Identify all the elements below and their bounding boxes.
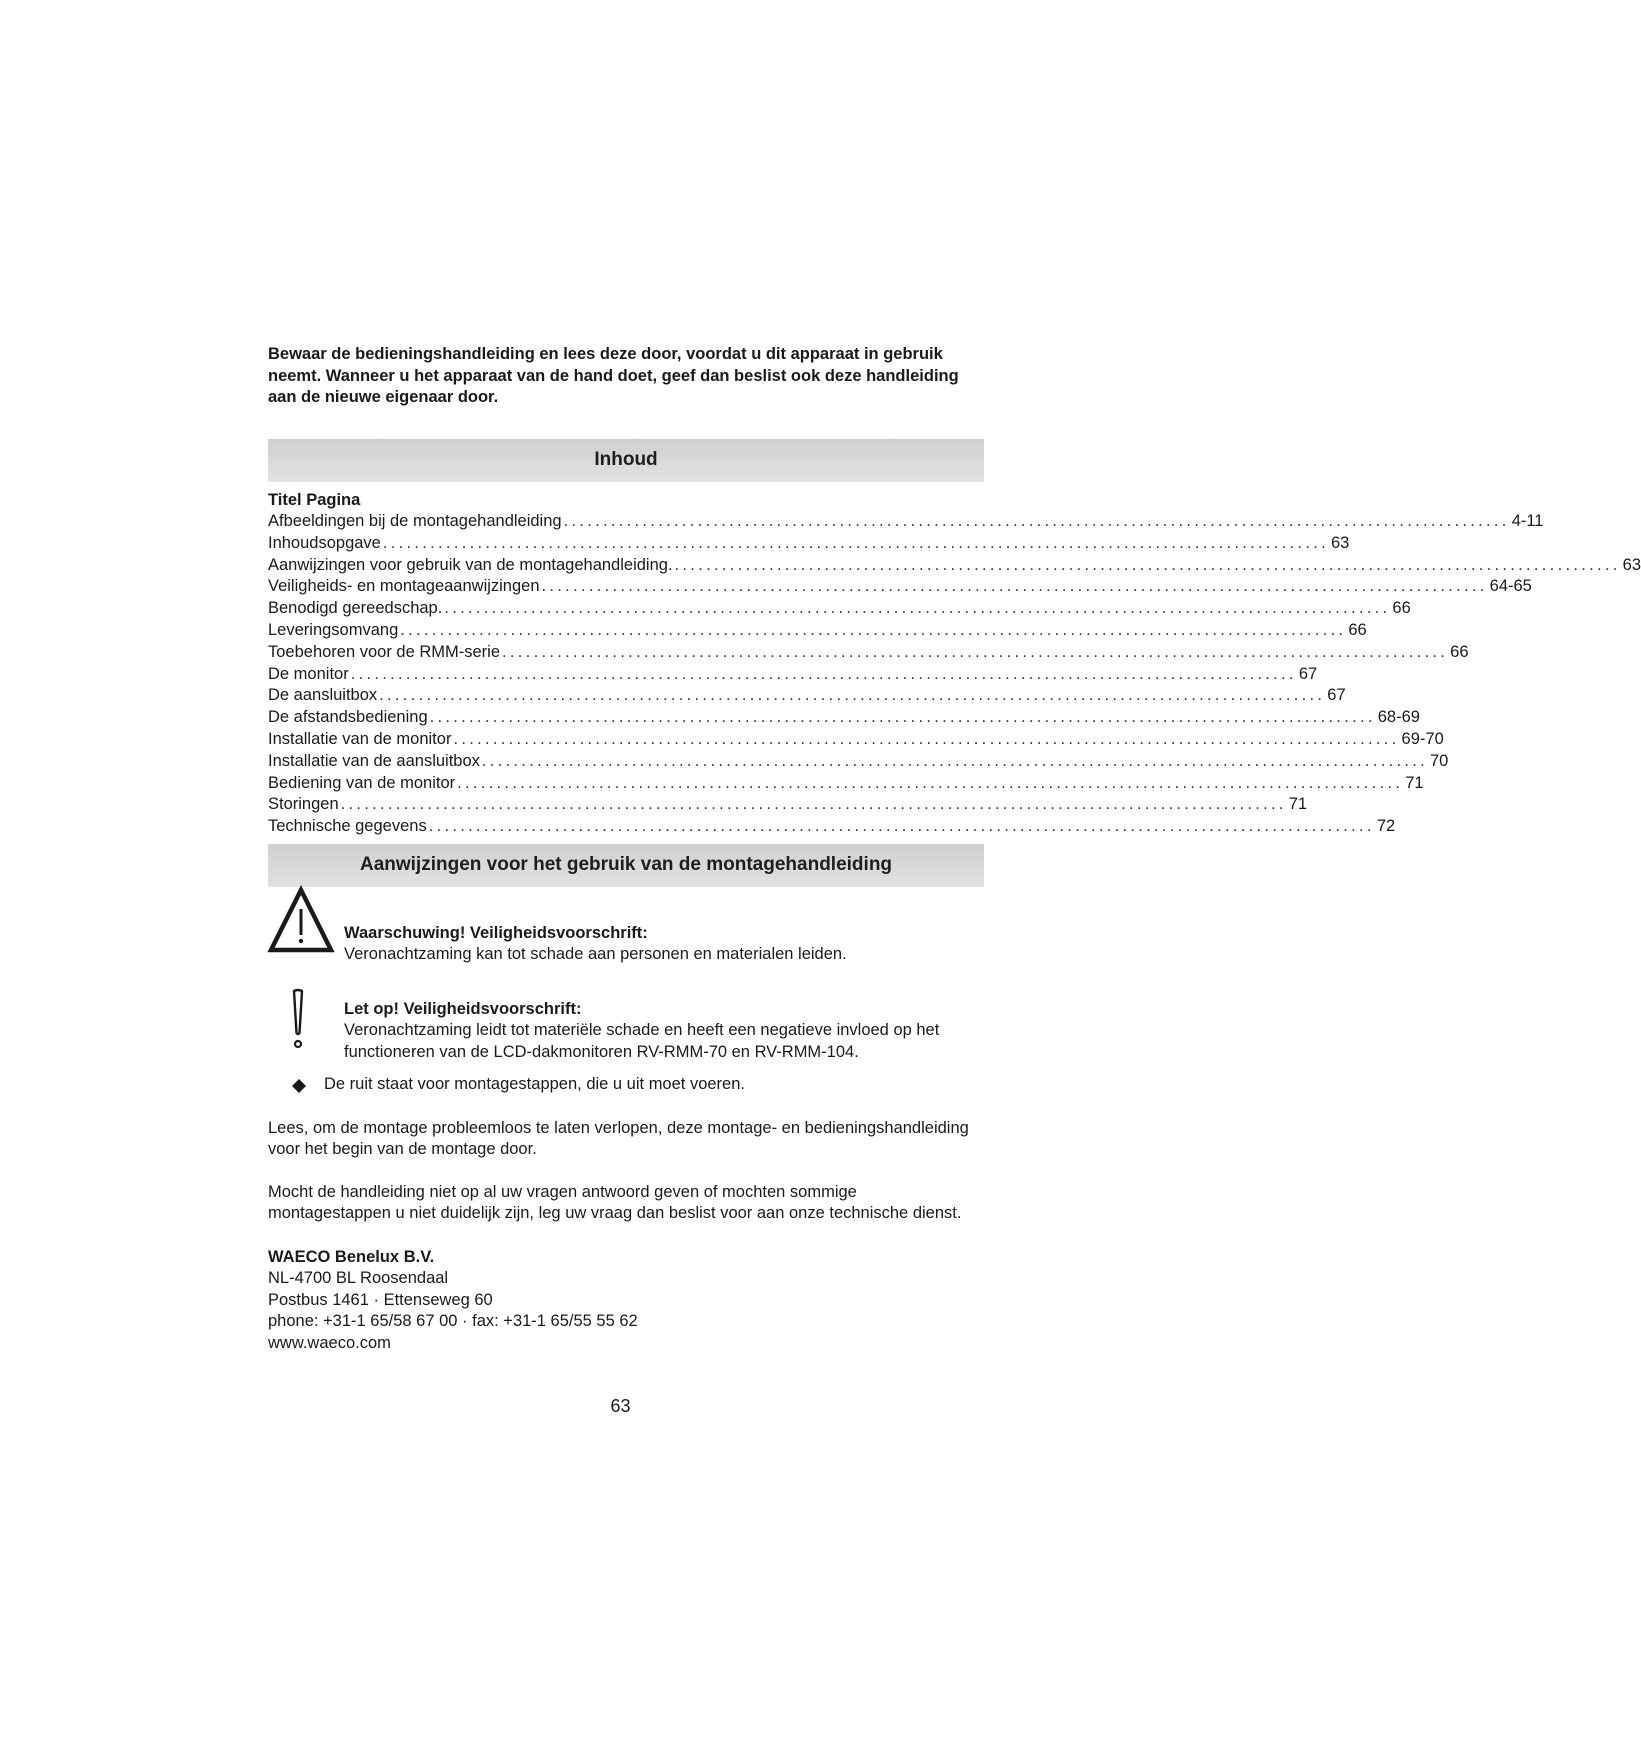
page-number: 63: [610, 1396, 631, 1416]
toc-entry: [268, 816, 1396, 838]
intro-notice: Bewaar de bedieningshandleiding en lees deze door, voordat u dit apparaat in gebruik neemt. Wanneer u het apparaat van de hand doet, geef dan beslist ook deze handleiding aan de nieuwe eigenaar door.: [268, 345, 959, 406]
toc-entry: [268, 620, 1367, 642]
toc-entry: [268, 642, 1469, 664]
toc-entry: [268, 555, 1641, 577]
address-line-postbus: Postbus 1461 · Ettenseweg 60: [268, 1290, 493, 1309]
contact-address: [268, 1247, 984, 1355]
toc-entry-page: 71: [1405, 773, 1424, 792]
toc-entry-title: Afbeeldingen bij de montagehandleiding: [268, 512, 562, 530]
toc-leader-dots: ........................................................................................................................: [502, 642, 1449, 661]
toc-entry-title: Installatie van de aansluitbox: [268, 751, 480, 770]
warning-triangle-icon: [268, 887, 334, 960]
warning-title: Waarschuwing! Veiligheidsvoorschrift:: [344, 923, 648, 942]
toc-entry-page: 67: [1298, 664, 1318, 683]
toc-entry-page: 66: [1450, 642, 1469, 661]
warning-notice: [268, 923, 984, 966]
company-name: WAECO Benelux B.V.: [268, 1247, 435, 1266]
toc-entry-title: Bediening van de monitor: [268, 773, 456, 792]
warning-text: Veronachtzaming kan tot schade aan personen en materialen leiden.: [344, 945, 847, 964]
instructions-heading-bar: [268, 844, 984, 887]
toc-leader-dots: ........................................................................................................................: [444, 599, 1391, 618]
step-marker-note: [268, 1074, 984, 1096]
exclamation-icon: [290, 988, 306, 1059]
toc-entry-page: 67: [1327, 686, 1346, 705]
toc-entry-title: Leveringsomvang: [268, 620, 399, 639]
toc-entry-page: 64-65: [1489, 577, 1532, 596]
toc-leader-dots: ........................................................................................................................: [541, 577, 1488, 596]
toc-entry-title: Technische gegevens: [268, 817, 427, 836]
toc-entry: [268, 794, 1308, 816]
toc-entry: [268, 511, 1544, 533]
caution-title: Let op! Veiligheidsvoorschrift:: [344, 999, 582, 1018]
toc-entry-title: Veiligheids- en montageaanwijzingen: [268, 577, 540, 596]
document-page: [268, 344, 1641, 1354]
toc-entry-title: Toebehoren voor de RMM-serie: [268, 642, 501, 661]
toc-entry-page: 68-69: [1377, 708, 1420, 727]
toc-entry: [268, 729, 1444, 751]
address-line-city: NL-4700 BL Roosendaal: [268, 1269, 449, 1288]
toc-entry: [268, 773, 1424, 795]
toc-leader-dots: ........................................................................................................................: [428, 817, 1375, 836]
caution-notice: [268, 999, 984, 1064]
toc-entry: [268, 707, 1420, 729]
toc-entry: [268, 751, 1449, 773]
step-note-text: De ruit staat voor montagestappen, die u uit moet voeren.: [324, 1075, 745, 1094]
toc-entry-title: De aansluitbox: [268, 686, 378, 705]
toc-entry-page: 72: [1376, 817, 1396, 836]
toc-leader-dots: ........................................................................................................................: [382, 533, 1329, 552]
toc-entry-title: Inhoudsopgave: [268, 533, 381, 552]
toc-entry: [268, 685, 1346, 707]
toc-entry-title: De monitor: [268, 664, 349, 683]
toc-leader-dots: ........................................................................................................................: [400, 620, 1347, 639]
caution-text: Veronachtzaming leidt tot materiële schade en heeft een negatieve invloed op het functioneren van de LCD-dakmonitoren RV-RMM-70 en RV-RMM-104.: [344, 1021, 940, 1061]
toc-leader-dots: ........................................................................................................................: [379, 686, 1326, 705]
toc-entry-page: 66: [1348, 620, 1367, 639]
paragraph-questions: Mocht de handleiding niet op al uw vragen antwoord geven of mochten sommige montagestappen u niet duidelijk zijn, leg uw vraag dan beslist voor aan onze technische dienst.: [268, 1182, 962, 1223]
toc-leader-dots: ........................................................................................................................: [340, 795, 1287, 814]
toc-leader-dots: ........................................................................................................................: [429, 708, 1376, 727]
toc-leader-dots: ........................................................................................................................: [453, 729, 1400, 748]
address-line-phone-fax: phone: +31-1 65/58 67 00 · fax: +31-1 65/55 55 62: [268, 1312, 638, 1331]
toc-entry-page: 4-11: [1511, 512, 1544, 530]
table-of-contents: [268, 511, 1641, 838]
toc-leader-dots: ........................................................................................................................: [563, 512, 1510, 530]
toc-leader-dots: ........................................................................................................................: [457, 773, 1404, 792]
toc-entry-page: 66: [1392, 599, 1411, 618]
toc-entry-title: De afstandsbediening: [268, 708, 428, 727]
toc-entry-title: Storingen: [268, 795, 339, 814]
diamond-bullet-icon: [292, 1078, 306, 1100]
toc-column-header: Titel Pagina: [268, 490, 361, 509]
paragraph-read-manual: Lees, om de montage probleemloos te laten verlopen, deze montage- en bedieningshandleiding voor het begin van de montage door.: [268, 1118, 969, 1159]
toc-entry-page: 63: [1622, 555, 1641, 574]
toc-leader-dots: ........................................................................................................................: [350, 664, 1297, 683]
toc-entry-page: 63: [1330, 533, 1350, 552]
toc-entry-page: 69-70: [1401, 729, 1444, 748]
toc-heading: Inhoud: [594, 449, 658, 470]
toc-entry: [268, 576, 1532, 598]
toc-entry-page: 71: [1288, 795, 1308, 814]
toc-entry: [268, 598, 1411, 620]
toc-leader-dots: ........................................................................................................................: [674, 555, 1621, 574]
toc-entry-title: Aanwijzingen voor gebruik van de montagehandleiding.: [268, 555, 673, 574]
toc-entry-title: Benodigd gereedschap.: [268, 599, 443, 618]
toc-leader-dots: ........................................................................................................................: [481, 751, 1428, 770]
toc-entry: [268, 533, 1350, 555]
toc-entry-page: 70: [1430, 751, 1449, 770]
instructions-heading: Aanwijzingen voor het gebruik van de montagehandleiding: [359, 854, 893, 876]
website-text: www.waeco.com: [268, 1333, 391, 1352]
toc-entry: [268, 664, 1318, 686]
toc-entry-title: Installatie van de monitor: [268, 729, 452, 748]
toc-heading-bar: [268, 439, 984, 482]
